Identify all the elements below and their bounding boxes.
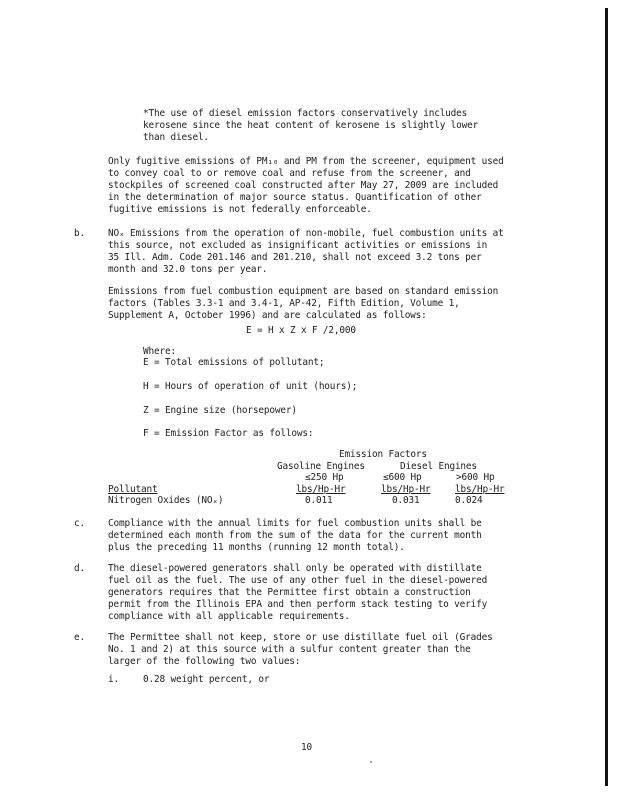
where-label: Where:	[143, 346, 176, 357]
sub-item-text: 0.28 weight percent, or	[143, 674, 270, 685]
footnote-line: than diesel.	[143, 132, 209, 143]
paragraph-line: factors (Tables 3.3-1 and 3.4-1, AP-42, Fifth Edition, Volume 1,	[108, 298, 460, 309]
paragraph-line: No. 1 and 2) at this source with a sulfur content greater than the	[108, 644, 471, 655]
definition-line: E = Total emissions of pollutant;	[143, 357, 325, 368]
paragraph-line: The diesel-powered generators shall only be operated with distillate	[108, 563, 482, 574]
table-cell-pollutant: Nitrogen Oxides (NOₓ)	[108, 495, 224, 506]
paragraph-line: Supplement A, October 1996) and are calculated as follows:	[108, 310, 427, 321]
equation: E = H x Z x F /2,000	[246, 325, 356, 336]
paragraph-line: larger of the following two values:	[108, 656, 301, 667]
paragraph-line: 35 Ill. Adm. Code 201.146 and 201.210, shall not exceed 3.2 tons per	[108, 252, 482, 263]
definition-line: Z = Engine size (horsepower)	[143, 405, 297, 416]
table-header-size: ≤250 Hp	[305, 472, 344, 483]
footnote-line: kerosene since the heat content of kerosene is slightly lower	[143, 120, 479, 131]
paragraph-line: permit from the Illinois EPA and then perform stack testing to verify	[108, 599, 488, 610]
table-header-diesel: Diesel Engines	[400, 461, 477, 472]
table-header-unit: lbs/Hp-Hr	[455, 484, 505, 495]
item-label-d: d.	[74, 563, 85, 574]
table-header-size: >600 Hp	[456, 472, 495, 483]
table-cell-value: 0.024	[455, 495, 483, 506]
sub-item-label-i: i.	[108, 674, 119, 685]
paragraph-line: fugitive emissions is not federally enforceable.	[108, 204, 372, 215]
page-edge-rule	[605, 8, 608, 786]
page-number: 10	[301, 742, 312, 753]
item-label-e: e.	[74, 632, 85, 643]
paragraph-line: this source, not excluded as insignificant activities or emissions in	[108, 240, 488, 251]
paragraph-line: plus the preceding 11 months (running 12 month total).	[108, 542, 405, 553]
scan-speck	[370, 761, 372, 763]
paragraph-line: Only fugitive emissions of PM₁₀ and PM from the screener, equipment used	[108, 156, 504, 167]
table-cell-value: 0.031	[392, 495, 420, 506]
table-header-gasoline: Gasoline Engines	[277, 461, 365, 472]
paragraph-line: compliance with all applicable requirements.	[108, 611, 350, 622]
paragraph-line: to convey coal to or remove coal and refuse from the screener, and	[108, 168, 471, 179]
paragraph-line: determined each month from the sum of the data for the current month	[108, 530, 482, 541]
item-label-b: b.	[74, 228, 85, 239]
definition-line: F = Emission Factor as follows:	[143, 428, 314, 439]
paragraph-line: fuel oil as the fuel. The use of any other fuel in the diesel-powered	[108, 575, 488, 586]
table-cell-value: 0.011	[305, 495, 333, 506]
paragraph-line: in the determination of major source status. Quantification of other	[108, 192, 482, 203]
table-header-pollutant: Pollutant	[108, 484, 158, 495]
paragraph-line: NOₓ Emissions from the operation of non-mobile, fuel combustion units at	[108, 228, 504, 239]
table-group-header: Emission Factors	[339, 449, 427, 460]
paragraph-line: stockpiles of screened coal constructed after May 27, 2009 are included	[108, 180, 499, 191]
paragraph-line: generators requires that the Permittee first obtain a construction	[108, 587, 471, 598]
paragraph-line: month and 32.0 tons per year.	[108, 264, 268, 275]
table-header-unit: lbs/Hp-Hr	[296, 484, 346, 495]
table-header-size: ≤600 Hp	[383, 472, 422, 483]
paragraph-line: The Permittee shall not keep, store or use distillate fuel oil (Grades	[108, 632, 493, 643]
paragraph-line: Compliance with the annual limits for fuel combustion units shall be	[108, 518, 482, 529]
paragraph-line: Emissions from fuel combustion equipment are based on standard emission	[108, 286, 499, 297]
table-header-unit: lbs/Hp-Hr	[381, 484, 431, 495]
footnote-line: *The use of diesel emission factors conservatively includes	[143, 108, 468, 119]
item-label-c: c.	[74, 518, 85, 529]
definition-line: H = Hours of operation of unit (hours);	[143, 381, 358, 392]
